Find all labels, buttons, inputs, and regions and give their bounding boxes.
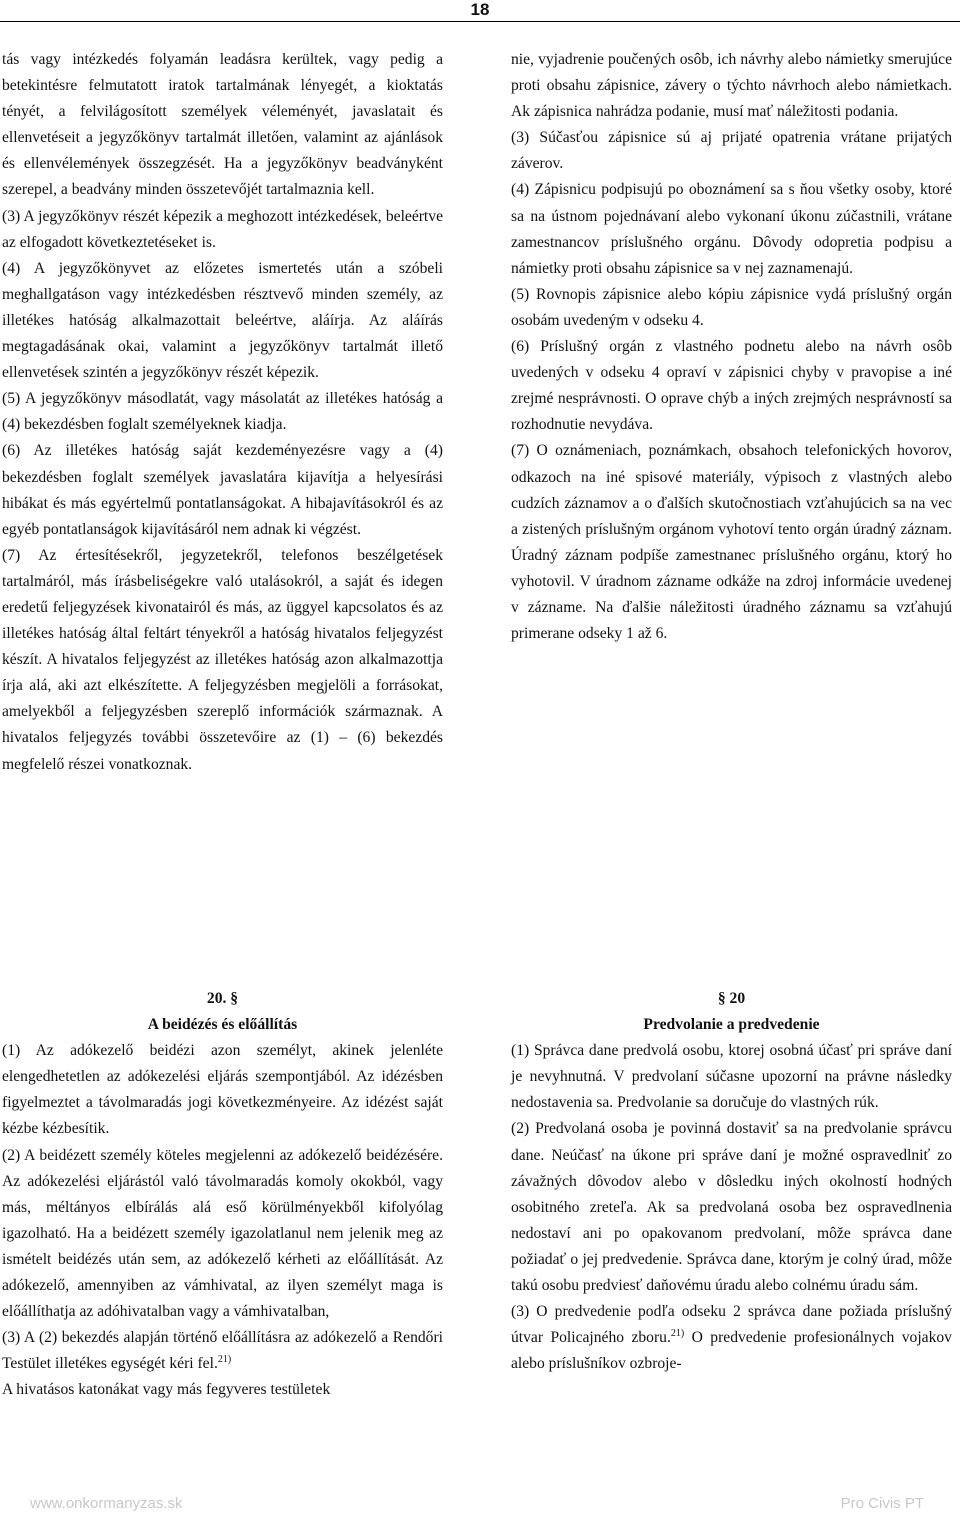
hu-paragraph: (3) A jegyzőkönyv részét képezik a meghozott intézkedések, beleértve az elfogadott következtetéseket is.	[2, 207, 443, 251]
hu-paragraph: tás vagy intézkedés folyamán leadásra kerültek, vagy pedig a betekintésre felmutatott iratok tartalmának lényegét, a kioktatás tényét, a felvilágosított személyek véleményét, javaslatait és ellenvetéseit a jegyzőkönyv tartalmát illetően, valamint az ajánlások és ellenvélemények összegzését. Ha a jegyzőkönyv beadványként szerepel, a beadvány minden összetevőjét tartalmaznia kell.	[2, 51, 443, 199]
hu-paragraph: A hivatásos katonákat vagy más fegyveres testületek	[2, 1381, 331, 1399]
sk-paragraph-3-tail: O predvedenie profesionálnych vojakov alebo príslušníkov ozbroje-	[511, 1329, 952, 1373]
sk-paragraph: (5) Rovnopis zápisnice alebo kópiu zápisnice vydá príslušný orgán osobám uvedeným v odseku 4.	[511, 285, 952, 329]
sk-paragraph: nie, vyjadrenie poučených osôb, ich návrhy alebo námietky smerujúce proti obsahu zápisnice, závery o týchto návrhoch alebo námietkach. Ak zápisnica nahrádza podanie, musí mať náležitosti podania.	[511, 51, 952, 121]
slovak-section-20	[511, 986, 952, 1377]
footer-publisher: Pro Civis PT	[840, 1495, 924, 1512]
hungarian-column-top	[2, 47, 443, 778]
hu-paragraph	[2, 1325, 443, 1377]
sk-paragraph: (2) Predvolaná osoba je povinná dostaviť sa na predvolanie správcu dane. Neúčasť na úkone pri správe daní je možné ospravedlniť zo závažných dôvodov alebo v dôsledku iných okolností hodných osobitného zreteľa. Ak sa predvolaná osoba bez ospravedlnenia nedostaví ani po opakovanom predvolaní, môže správca dane požiadať o jej predvedenie. Správca dane, ktorým je colný úrad, môže takú osobu predviesť daňovému úradu alebo colnému úradu sám.	[511, 1120, 952, 1295]
hungarian-section-20	[2, 986, 443, 1404]
sk-paragraph: (4) Zápisnicu podpisujú po oboznámení sa s ňou všetky osoby, ktoré sa na ústnom pojednávaní alebo vykonaní úkonu zúčastnili, vrátane zamestnancov príslušného orgánu. Dôvody odopretia podpisu a námietky proti obsahu zápisnice sa v nej zaznamenajú.	[511, 181, 952, 277]
hu-paragraph: (2) A beidézett személy köteles megjelenni az adókezelő beidézésére. Az adókezelési eljárástól való távolmaradás komoly okokból, vagy más, méltányos elbírálás alá eső körülményekből kifolyólag igazolható. Ha a beidézett személy igazolatlanul nem jelenik meg az ismételt beidézés után sem, az adókezelő kérheti az előállítását. Az adókezelő, amennyiben az vámhivatal, az ilyen személyt maga is előállíthatja az adóhivatalban vagy a vámhivatalban,	[2, 1146, 443, 1321]
hu-paragraph: (7) Az értesítésekről, jegyzetekről, telefonos beszélgetések tartalmáról, más írásbeliségekre való utalásokról, a saját és idegen eredetű feljegyzések kivonatairól és más, az üggyel kapcsolatos és az illetékes hatóság által feltárt tényekről a hatóság hivatalos feljegyzést készít. A hivatalos feljegyzést az illetékes hatóság azon alkalmazottja írja alá, aki azt elkészítette. A feljegyzésben megjelöli a forrásokat, amelyekből a feljegyzésben szereplő információk származnak. A hivatalos feljegyzés további összetevőire az (1) – (6) bekezdés megfelelő részei vonatkoznak.	[2, 546, 443, 773]
hu-paragraph: (6) Az illetékes hatóság saját kezdeményezésre vagy a (4) bekezdésben foglalt személyek javaslatára kijavítja a helyesírási hibákat és más egyértelmű pontatlanságokat. A hibajavításokról és az egyéb pontatlanságok kijavításáról nem adnak ki végzést.	[2, 442, 443, 538]
hu-paragraph: (5) A jegyzőkönyv másodlatát, vagy másolatát az illetékes hatóság a (4) bekezdésben foglalt személyeknek kiadja.	[2, 390, 443, 434]
header-rule	[0, 21, 960, 22]
page-footer	[0, 1493, 960, 1516]
footer-website[interactable]: www.onkormanyzas.sk	[30, 1495, 183, 1512]
hu-paragraph: (4) A jegyzőkönyvet az előzetes ismertetés után a szóbeli meghallgatáson vagy intézkedésben résztvevő minden személy, az illetékes hatóság alkalmazottait beleértve, aláírja. Az aláírás megtagadásának okai, valamint a jegyzőkönyv tartalmát illető ellenvetések szintén a jegyzőkönyv részét képezik.	[2, 259, 443, 382]
sk-paragraph: (7) O oznámeniach, poznámkach, obsahoch telefonických hovorov, odkazoch na iné spisové materiály, výpisoch z vlastných alebo cudzích záznamov a o ďalších skutočnostiach vzťahujúcich sa na vec a zistených príslušným orgánom vyhotoví tento orgán úradný záznam. Úradný záznam podpíše zamestnanec príslušného orgánu, ktorý ho vyhotovil. V úradnom zázname odkáže na zdroj informácie uvedenej v zázname. Na ďalšie náležitosti úradného záznamu sa vzťahujú primerane odseky 1 až 6.	[511, 442, 952, 643]
sk-paragraph-3-text: (3) O predvedenie podľa odseku 2 správca dane požiada príslušný útvar Policajného zboru.	[511, 1303, 952, 1347]
section-number: 20. §	[206, 990, 239, 1007]
section-title: A beidézés és előállítás	[147, 1016, 298, 1034]
section-title: Predvolanie a predvedenie	[643, 1016, 820, 1034]
footnote-ref[interactable]: 21)	[670, 1328, 685, 1340]
hu-paragraph: (1) Az adókezelő beidézi azon személyt, akinek jelenléte elengedhetetlen az adókezelési eljárás szempontjából. Az idézésben figyelmeztet a távolmaradás jogi következményeire. Az idézést saját kézbe kézbesítik.	[2, 1042, 443, 1138]
hu-paragraph-3-text: (3) A (2) bekezdés alapján történő előállításra az adókezelő a Rendőri Testület illetékes egységét kéri fel.	[2, 1329, 443, 1373]
sk-paragraph: (3) Súčasťou zápisnice sú aj prijaté opatrenia vrátane prijatých záverov.	[511, 129, 952, 173]
page-number: 18	[470, 0, 490, 19]
sk-paragraph	[511, 1299, 952, 1377]
sk-paragraph: (1) Správca dane predvolá osobu, ktorej osobná účasť pri správe daní je nevyhnutná. V predvolaní súčasne upozorní na právne následky nedostavenia sa. Predvolanie sa doručuje do vlastných rúk.	[511, 1042, 952, 1112]
sk-paragraph: (6) Príslušný orgán z vlastného podnetu alebo na návrh osôb uvedených v odseku 4 opraví v zápisnici chyby v pravopise a iné zrejmé nesprávnosti. O oprave chýb a iných zrejmých nesprávností sa rozhodnutie nevydáva.	[511, 338, 952, 434]
footnote-ref[interactable]: 21)	[217, 1354, 232, 1366]
slovak-column-top	[511, 47, 952, 647]
section-number: § 20	[717, 990, 746, 1007]
